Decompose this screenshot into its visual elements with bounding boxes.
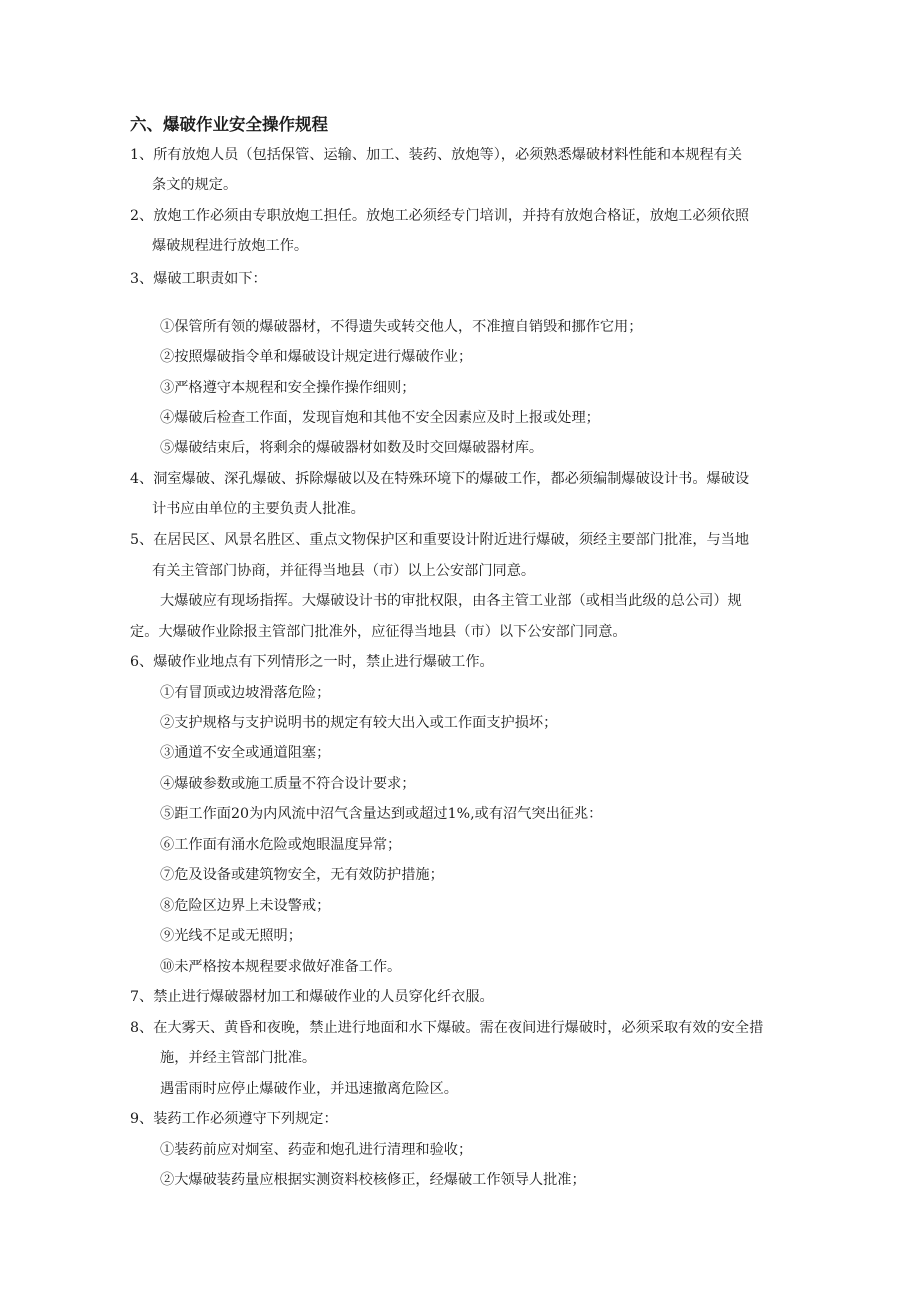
text-line: ⑦危及设备或建筑物安全，无有效防护措施； — [160, 867, 444, 883]
text-line: ②支护规格与支护说明书的规定有较大出入或工作面支护损坏； — [160, 715, 558, 731]
text-line: 条文的规定。 — [152, 177, 238, 193]
text-line: 7、禁止进行爆破器材加工和爆破作业的人员穿化纤衣服。 — [130, 989, 494, 1005]
text-line: ③通道不安全或通道阻塞； — [160, 745, 331, 761]
text-line: 遇雷雨时应停止爆破作业，并迅速撤离危险区。 — [160, 1081, 458, 1097]
text-line: ①保管所有领的爆破器材，不得遗失或转交他人，不准擅自销毁和挪作它用； — [160, 319, 643, 335]
text-line: ⑧危险区边界上未设警戒； — [160, 898, 331, 914]
text-line: 1、所有放炮人员（包括保管、运输、加工、装药、放炮等），必须熟悉爆破材料性能和本规程有关 — [130, 147, 742, 163]
text-line: 计书应由单位的主要负责人批准。 — [152, 501, 365, 517]
text-line: ②按照爆破指令单和爆破设计规定进行爆破作业； — [160, 349, 473, 365]
text-line: ⑩未严格按本规程要求做好准备工作。 — [160, 959, 402, 975]
text-line: 有关主管部门协商，并征得当地县（市）以上公安部门同意。 — [152, 563, 536, 579]
text-line: 2、放炮工作必须由专职放炮工担任。放炮工必须经专门培训，并持有放炮合格证，放炮工必须依照 — [130, 208, 750, 224]
text-line: ⑤距工作面20为内风流中沼气含量达到或超过1%,或有沼气突出征兆： — [160, 806, 603, 822]
text-line: 施，并经主管部门批准。 — [160, 1050, 317, 1066]
text-line: 9、装药工作必须遵守下列规定： — [130, 1111, 338, 1127]
text-line: ②大爆破装药量应根据实测资料校核修正，经爆破工作领导人批准； — [160, 1172, 586, 1188]
text-line: ⑤爆破结束后，将剩余的爆破器材如数及时交回爆破器材库。 — [160, 440, 544, 456]
section-title: 六、爆破作业安全操作规程 — [130, 115, 328, 134]
text-line: 5、在居民区、风景名胜区、重点文物保护区和重要设计附近进行爆破，须经主要部门批准，与当地 — [130, 532, 750, 548]
text-line: 定。大爆破作业除报主管部门批准外，应征得当地县（市）以下公安部门同意。 — [130, 624, 627, 640]
text-line: ①装药前应对炯室、药壶和炮孔进行清理和验收； — [160, 1142, 473, 1158]
text-line: ④爆破后检查工作面，发现盲炮和其他不安全因素应及时上报或处理； — [160, 410, 600, 426]
text-line: ⑥工作面有涌水危险或炮眼温度异常； — [160, 837, 402, 853]
text-line: 6、爆破作业地点有下列情形之一时，禁止进行爆破工作。 — [130, 654, 494, 670]
text-line: ③严格遵守本规程和安全操作操作细则； — [160, 380, 416, 396]
text-line: ①有冒顶或边坡滑落危险； — [160, 685, 331, 701]
text-line: ⑨光线不足或无照明； — [160, 928, 302, 944]
text-line: 8、在大雾天、黄昏和夜晚，禁止进行地面和水下爆破。需在夜间进行爆破时，必须采取有效的安全措 — [130, 1020, 764, 1036]
text-line: 大爆破应有现场指挥。大爆破设计书的审批权限，由各主管工业部（或相当此级的总公司）规 — [160, 593, 742, 609]
text-line: 4、洞室爆破、深孔爆破、拆除爆破以及在特殊环境下的爆破工作，都必须编制爆破设计书。爆破设 — [130, 471, 750, 487]
text-line: 3、爆破工职责如下： — [130, 271, 267, 287]
text-line: 爆破规程进行放炮工作。 — [152, 238, 309, 254]
text-line: ④爆破参数或施工质量不符合设计要求； — [160, 776, 416, 792]
